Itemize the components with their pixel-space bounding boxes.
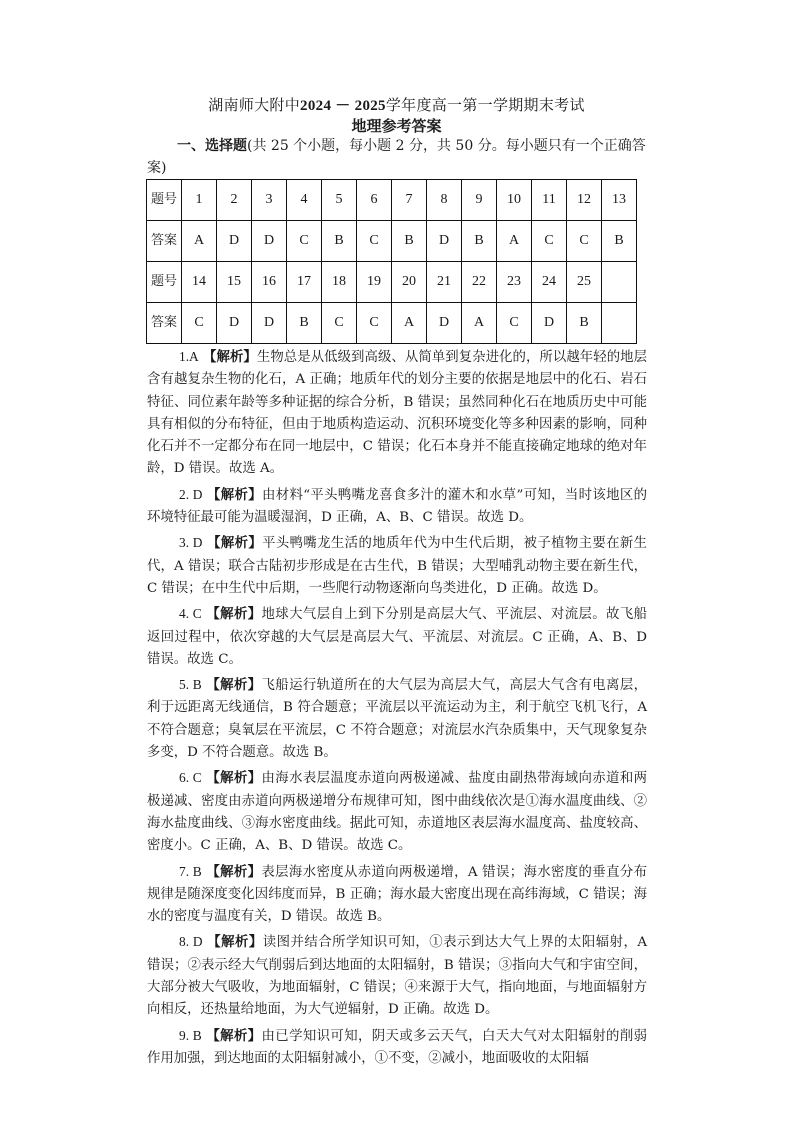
question-number-row: [147, 180, 637, 221]
answer-cell: D: [217, 303, 252, 344]
answer-cell: B: [392, 221, 427, 262]
title-suffix: 学年度高一第一学期期末考试: [385, 96, 585, 114]
question-number-cell: 19: [357, 262, 392, 303]
question-number-cell: 11: [532, 180, 567, 221]
answer-cell: B: [462, 221, 497, 262]
question-number-cell: 9: [462, 180, 497, 221]
answer-cell: D: [217, 221, 252, 262]
question-number-cell: 14: [182, 262, 217, 303]
answer-cell: D: [427, 303, 462, 344]
question-number-cell: 22: [462, 262, 497, 303]
answer-label-cell: 答案: [147, 221, 182, 262]
question-number-cell: 8: [427, 180, 462, 221]
explanation-item: [147, 767, 647, 857]
answer-cell: B: [602, 221, 637, 262]
analysis-tag: 【解析】: [203, 349, 257, 365]
question-number-cell: 10: [497, 180, 532, 221]
question-number-cell: 12: [567, 180, 602, 221]
section-note: (共 25 个小题，每小题 2 分，共 50 分。每小题只有一个正确答案): [147, 138, 646, 176]
analysis-tag: 【解析】: [207, 486, 262, 503]
analysis-tag: 【解析】: [206, 677, 262, 694]
answer-cell: D: [532, 303, 567, 344]
question-number-cell: 21: [427, 262, 462, 303]
answer-cell: C: [182, 303, 217, 344]
answer-cell: B: [322, 221, 357, 262]
question-number-cell: 7: [392, 180, 427, 221]
answer-cell: [602, 303, 637, 344]
answer-row: [147, 221, 637, 262]
question-number-cell: 1: [182, 180, 217, 221]
explanation-item: [147, 346, 647, 481]
analysis-tag: 【解析】: [206, 606, 262, 623]
section-heading: [147, 135, 647, 179]
explanation-id: 9. B: [179, 1027, 202, 1043]
explanation-item: [147, 532, 647, 600]
explanation-item: [147, 931, 647, 1021]
explanation-item: [147, 603, 647, 671]
question-label-cell: 题号: [147, 262, 182, 303]
title-prefix: 湖南师大附中: [208, 96, 301, 114]
answer-cell: C: [322, 303, 357, 344]
answer-row: [147, 303, 637, 344]
explanation-id: 2. D: [179, 486, 203, 502]
analysis-tag: 【解析】: [206, 1027, 262, 1044]
question-number-cell: 16: [252, 262, 287, 303]
answer-cell: C: [497, 303, 532, 344]
explanation-item: [147, 484, 647, 530]
title-years: 2024 － 2025: [300, 98, 386, 114]
explanation-text: 由已学知识可知，阴天或多云天气，白天大气对太阳辐射的削弱作用加强，到达地面的太阳辐射减小，①不变，②减小，地面吸收的太阳辐: [147, 1028, 648, 1066]
analysis-tag: 【解析】: [207, 934, 263, 951]
explanation-text: 平头鸭嘴龙生活的地质年代为中生代后期，被子植物主要在新生代，A 错误；联合古陆初步形成是在古生代，B 错误；大型哺乳动物主要在新生代，C 错误；在中生代中后期，一些爬行动物逐渐向鸟类进化，D 正确。故选 D。: [147, 536, 648, 596]
answer-cell: D: [252, 303, 287, 344]
question-number-cell: 24: [532, 262, 567, 303]
explanation-text: 地球大气层自上到下分别是高层大气、平流层、对流层。故飞船返回过程中，依次穿越的大气层是高层大气、平流层、对流层。C 正确，A、B、D 错误。故选 C。: [147, 607, 648, 667]
answer-cell: B: [567, 303, 602, 344]
answer-table: [146, 179, 637, 344]
analysis-tag: 【解析】: [206, 863, 262, 880]
explanation-id: 6. C: [179, 770, 202, 786]
analysis-tag: 【解析】: [206, 770, 262, 787]
explanation-id: 4. C: [179, 606, 202, 622]
answer-cell: C: [532, 221, 567, 262]
answer-cell: C: [567, 221, 602, 262]
question-number-row: [147, 262, 637, 303]
explanation-item: [147, 1025, 647, 1071]
question-number-cell: 6: [357, 180, 392, 221]
answer-cell: C: [357, 303, 392, 344]
question-number-cell: 3: [252, 180, 287, 221]
answer-label-cell: 答案: [147, 303, 182, 344]
section-title: 一、选择题: [177, 138, 247, 154]
question-number-cell: 23: [497, 262, 532, 303]
question-number-cell: 2: [217, 180, 252, 221]
explanation-text: 飞船运行轨道所在的大气层为高层大气，高层大气含有电离层，利于远距离无线通信，B 符合题意；平流层以平流运动为主，利于航空飞机飞行，A 不符合题意；臭氧层在平流层，C 不符合题意；对流层水汽杂质集中，天气现象复杂多变，D 不符合题意。故选 B。: [147, 678, 648, 761]
explanation-id: 7. B: [179, 863, 202, 879]
explanation-id: 3. D: [179, 535, 203, 551]
question-number-cell: 20: [392, 262, 427, 303]
explanations: [147, 346, 647, 1073]
analysis-tag: 【解析】: [207, 535, 263, 552]
question-number-cell: 5: [322, 180, 357, 221]
explanation-item: [147, 674, 647, 764]
answer-cell: A: [392, 303, 427, 344]
explanation-text: 生物总是从低级到高级、从简单到复杂进化的，所以越年轻的地层含有越复杂生物的化石，A 正确；地质年代的划分主要的依据是地层中的化石、岩石特征、同位素年龄等多种证据的综合分析，B 错误；虽然同种化石在地质历史中可能具有相似的分布特征，但由于地质构造运动、沉积环境变化等多种因素的影响，同种化石并不一定都分布在同一地层中，C 错误；化石本身并不能直接确定地球的绝对年龄，D 错误。故选 A。: [147, 350, 648, 477]
explanation-item: [147, 861, 647, 929]
question-number-cell: 15: [217, 262, 252, 303]
question-number-cell: 4: [287, 180, 322, 221]
explanation-text: 由材料“平头鸭嘴龙喜食多汁的灌木和水草”可知，当时该地区的环境特征最可能为温暖湿润，D 正确，A、B、C 错误。故选 D。: [147, 487, 648, 526]
question-label-cell: 题号: [147, 180, 182, 221]
page-subtitle: 地理参考答案: [351, 117, 442, 135]
explanation-id: 5. B: [179, 677, 202, 693]
explanation-text: 读图并结合所学知识可知，①表示到达大气上界的太阳辐射，A 错误；②表示经大气削弱后到达地面的太阳辐射，B 错误；③指向大气和宇宙空间，大部分被大气吸收，为地面辐射，C 错误；④来源于大气，指向地面，与地面辐射方向相反，还热量给地面，为大气逆辐射，D 正确。故选 D。: [147, 935, 648, 1018]
page-title: [0, 95, 793, 116]
answer-cell: D: [252, 221, 287, 262]
answer-cell: A: [462, 303, 497, 344]
explanation-id: 1.A: [179, 349, 199, 364]
explanation-text: 表层海水密度从赤道向两极递增，A 错误；海水密度的垂直分布规律是随深度变化因纬度而异，B 正确；海水最大密度出现在高纬海域，C 错误；海水的密度与温度有关，D 错误。故选 B。: [147, 864, 647, 925]
question-number-cell: 17: [287, 262, 322, 303]
question-number-cell: 13: [602, 180, 637, 221]
explanation-text: 由海水表层温度赤道向两极递减、盐度由副热带海域向赤道和两极递减、密度由赤道向两极递增分布规律可知，图中曲线依次是①海水温度曲线、②海水盐度曲线、③海水密度曲线。据此可知，赤道地区表层海水温度高、盐度较高、密度小。C 正确，A、B、D 错误。故选 C。: [147, 771, 648, 854]
question-number-cell: [602, 262, 637, 303]
question-number-cell: 25: [567, 262, 602, 303]
question-number-cell: 18: [322, 262, 357, 303]
answer-cell: A: [182, 221, 217, 262]
answer-cell: B: [287, 303, 322, 344]
answer-cell: C: [287, 221, 322, 262]
answer-cell: A: [497, 221, 532, 262]
answer-cell: C: [357, 221, 392, 262]
explanation-id: 8. D: [179, 934, 203, 950]
answer-cell: D: [427, 221, 462, 262]
